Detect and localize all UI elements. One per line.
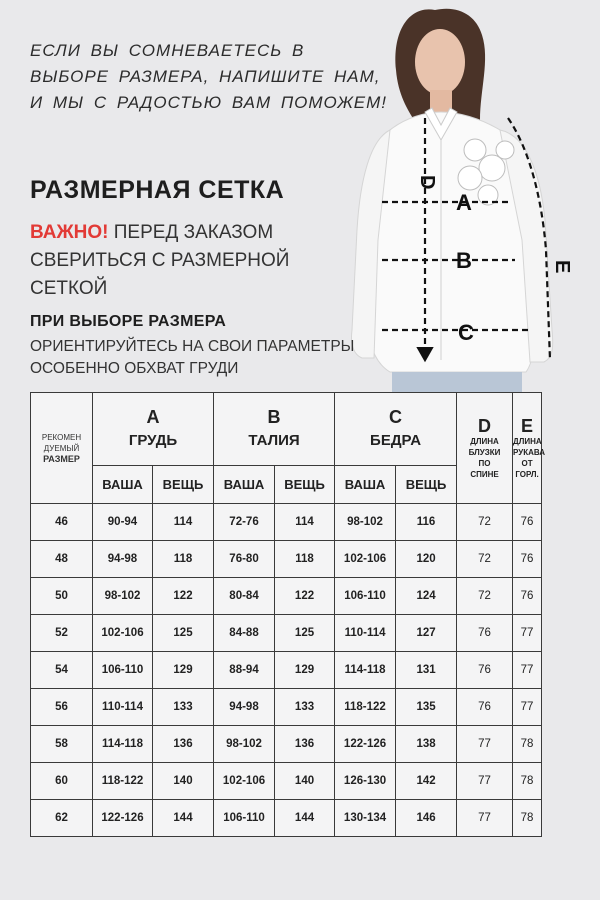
label-c: C bbox=[458, 320, 474, 345]
table-row bbox=[31, 763, 542, 800]
label-e: E bbox=[551, 260, 573, 274]
table-cell: 114-118 bbox=[93, 726, 153, 763]
subheader-yours: ВАША bbox=[335, 466, 396, 504]
table-cell: 125 bbox=[153, 615, 214, 652]
table-row bbox=[31, 689, 542, 726]
important-label: ВАЖНО! bbox=[30, 222, 109, 243]
tip-heading: ПРИ ВЫБОРЕ РАЗМЕРА bbox=[30, 313, 227, 330]
model-figure-illustration bbox=[330, 0, 600, 395]
table-cell: 78 bbox=[513, 726, 542, 763]
table-cell: 118 bbox=[275, 541, 335, 578]
table-cell: 78 bbox=[513, 763, 542, 800]
table-row bbox=[31, 800, 542, 837]
table-cell: 142 bbox=[396, 763, 457, 800]
table-cell: 122-126 bbox=[335, 726, 396, 763]
important-text: ПЕРЕД ЗАКАЗОМ СВЕРИТЬСЯ С РАЗМЕРНОЙ СЕТКОЙ bbox=[30, 222, 290, 299]
page-title: РАЗМЕРНАЯ СЕТКА bbox=[30, 176, 285, 204]
table-cell: 76 bbox=[457, 652, 513, 689]
table-cell: 77 bbox=[513, 615, 542, 652]
table-cell: 124 bbox=[396, 578, 457, 615]
table-cell: 133 bbox=[153, 689, 214, 726]
table-cell: 118 bbox=[153, 541, 214, 578]
column-header-sleeve-length: E ДЛИНА РУКАВА ОТ ГОРЛ. bbox=[513, 393, 542, 504]
size-chart-table bbox=[30, 392, 546, 837]
table-cell: 138 bbox=[396, 726, 457, 763]
table-cell: 102-106 bbox=[335, 541, 396, 578]
size-cell: 58 bbox=[31, 726, 93, 763]
size-cell: 52 bbox=[31, 615, 93, 652]
table-cell: 140 bbox=[275, 763, 335, 800]
table-cell: 77 bbox=[513, 689, 542, 726]
table-cell: 102-106 bbox=[214, 763, 275, 800]
subheader-item: ВЕЩЬ bbox=[396, 466, 457, 504]
size-cell: 46 bbox=[31, 504, 93, 541]
size-cell: 54 bbox=[31, 652, 93, 689]
size-cell: 62 bbox=[31, 800, 93, 837]
table-cell: 72 bbox=[457, 578, 513, 615]
table-cell: 127 bbox=[396, 615, 457, 652]
table-cell: 110-114 bbox=[93, 689, 153, 726]
table-cell: 135 bbox=[396, 689, 457, 726]
table-row bbox=[31, 541, 542, 578]
table-row bbox=[31, 726, 542, 763]
group-header-hips: C БЕДРА bbox=[335, 393, 457, 466]
table-cell: 76 bbox=[457, 615, 513, 652]
table-cell: 72 bbox=[457, 504, 513, 541]
table-cell: 106-110 bbox=[93, 652, 153, 689]
intro-text: ЕСЛИ ВЫ СОМНЕВАЕТЕСЬ В ВЫБОРЕ РАЗМЕРА, НАПИШИТЕ НАМ, И МЫ С РАДОСТЬЮ ВАМ ПОМОЖЕМ! bbox=[30, 41, 388, 112]
table-cell: 129 bbox=[275, 652, 335, 689]
table-cell: 102-106 bbox=[93, 615, 153, 652]
table-cell: 144 bbox=[153, 800, 214, 837]
table-row bbox=[31, 504, 542, 541]
subheader-item: ВЕЩЬ bbox=[153, 466, 214, 504]
subheader-item: ВЕЩЬ bbox=[275, 466, 335, 504]
table-cell: 129 bbox=[153, 652, 214, 689]
size-cell: 48 bbox=[31, 541, 93, 578]
table-cell: 131 bbox=[396, 652, 457, 689]
table-cell: 110-114 bbox=[335, 615, 396, 652]
table-cell: 77 bbox=[513, 652, 542, 689]
table-cell: 122 bbox=[275, 578, 335, 615]
table-row bbox=[31, 652, 542, 689]
table-cell: 126-130 bbox=[335, 763, 396, 800]
table-cell: 76-80 bbox=[214, 541, 275, 578]
table-cell: 98-102 bbox=[335, 504, 396, 541]
table-cell: 125 bbox=[275, 615, 335, 652]
table-cell: 80-84 bbox=[214, 578, 275, 615]
important-note bbox=[30, 219, 330, 303]
size-column-header: РЕКОМЕН ДУЕМЫЙ РАЗМЕР bbox=[31, 393, 93, 504]
table-cell: 98-102 bbox=[93, 578, 153, 615]
table-cell: 140 bbox=[153, 763, 214, 800]
table-cell: 72 bbox=[457, 541, 513, 578]
table-cell: 120 bbox=[396, 541, 457, 578]
group-header-chest: A ГРУДЬ bbox=[93, 393, 214, 466]
table-cell: 116 bbox=[396, 504, 457, 541]
table-cell: 130-134 bbox=[335, 800, 396, 837]
table-cell: 88-94 bbox=[214, 652, 275, 689]
size-cell: 60 bbox=[31, 763, 93, 800]
table-cell: 76 bbox=[457, 689, 513, 726]
table-cell: 136 bbox=[275, 726, 335, 763]
table-cell: 122-126 bbox=[93, 800, 153, 837]
table-cell: 77 bbox=[457, 726, 513, 763]
face-shape bbox=[415, 29, 465, 95]
subheader-yours: ВАША bbox=[214, 466, 275, 504]
table-cell: 94-98 bbox=[214, 689, 275, 726]
table-cell: 77 bbox=[457, 800, 513, 837]
table-cell: 78 bbox=[513, 800, 542, 837]
table-cell: 106-110 bbox=[335, 578, 396, 615]
label-a: A bbox=[456, 190, 472, 215]
table-cell: 84-88 bbox=[214, 615, 275, 652]
table-cell: 98-102 bbox=[214, 726, 275, 763]
table-cell: 136 bbox=[153, 726, 214, 763]
table-cell: 76 bbox=[513, 504, 542, 541]
tip-text: ОРИЕНТИРУЙТЕСЬ НА СВОИ ПАРАМЕТРЫ ОСОБЕННО ОБХВАТ ГРУДИ bbox=[30, 338, 355, 377]
label-d: D bbox=[416, 175, 438, 190]
table-cell: 146 bbox=[396, 800, 457, 837]
label-b: B bbox=[456, 248, 472, 273]
table-cell: 94-98 bbox=[93, 541, 153, 578]
size-cell: 50 bbox=[31, 578, 93, 615]
group-header-waist: B ТАЛИЯ bbox=[214, 393, 335, 466]
table-cell: 76 bbox=[513, 541, 542, 578]
table-row bbox=[31, 578, 542, 615]
table-cell: 77 bbox=[457, 763, 513, 800]
table-cell: 76 bbox=[513, 578, 542, 615]
table-cell: 114 bbox=[153, 504, 214, 541]
column-header-back-length: D ДЛИНА БЛУЗКИ ПО СПИНЕ bbox=[457, 393, 513, 504]
table-cell: 133 bbox=[275, 689, 335, 726]
table-cell: 72-76 bbox=[214, 504, 275, 541]
table-cell: 90-94 bbox=[93, 504, 153, 541]
table-cell: 106-110 bbox=[214, 800, 275, 837]
table-cell: 144 bbox=[275, 800, 335, 837]
table-cell: 118-122 bbox=[93, 763, 153, 800]
table-cell: 114 bbox=[275, 504, 335, 541]
table-cell: 114-118 bbox=[335, 652, 396, 689]
table-cell: 122 bbox=[153, 578, 214, 615]
size-cell: 56 bbox=[31, 689, 93, 726]
table-cell: 118-122 bbox=[335, 689, 396, 726]
table-row bbox=[31, 615, 542, 652]
subheader-yours: ВАША bbox=[93, 466, 153, 504]
